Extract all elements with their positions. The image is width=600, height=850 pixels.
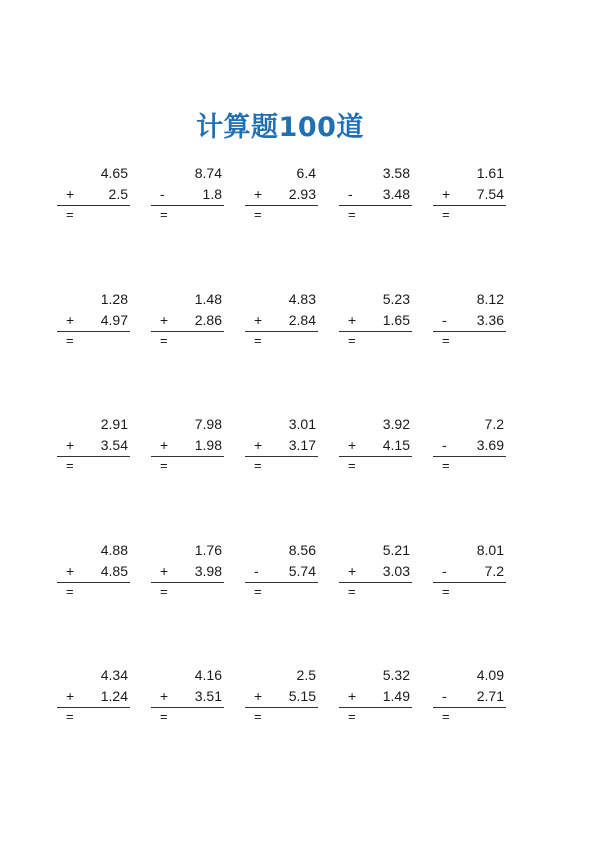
first-operand: 4.65 [100, 165, 128, 181]
operator: - [442, 563, 447, 579]
second-operand: 3.69 [476, 437, 504, 453]
operand-row [57, 686, 130, 708]
operand-row [151, 310, 224, 332]
equals-sign: = [254, 584, 262, 599]
second-operand: 2.86 [194, 312, 222, 328]
equals-sign: = [160, 333, 168, 348]
second-operand: 3.98 [194, 563, 222, 579]
operand-row [151, 686, 224, 708]
operator: + [66, 688, 75, 704]
equals-sign: = [254, 207, 262, 222]
first-operand: 2.91 [100, 416, 128, 432]
first-operand: 1.28 [100, 291, 128, 307]
arithmetic-problem [151, 163, 224, 223]
equals-sign: = [442, 584, 450, 599]
operator: - [160, 186, 165, 202]
operand-row [339, 561, 412, 583]
operand-row [151, 184, 224, 206]
second-operand: 4.85 [100, 563, 128, 579]
operator: - [442, 437, 447, 453]
operator: + [348, 688, 357, 704]
first-operand: 3.01 [288, 416, 316, 432]
first-operand: 8.01 [476, 542, 504, 558]
second-operand: 4.97 [100, 312, 128, 328]
operand-row [433, 561, 506, 583]
second-operand: 3.48 [382, 186, 410, 202]
second-operand: 2.5 [108, 186, 128, 202]
equals-sign: = [66, 709, 74, 724]
equals-sign: = [160, 584, 168, 599]
operand-row [57, 184, 130, 206]
second-operand: 7.2 [484, 563, 504, 579]
arithmetic-problem [433, 414, 506, 474]
equals-sign: = [254, 458, 262, 473]
equals-sign: = [160, 458, 168, 473]
second-operand: 3.36 [476, 312, 504, 328]
arithmetic-problem [57, 163, 130, 223]
second-operand: 3.54 [100, 437, 128, 453]
equals-sign: = [160, 207, 168, 222]
first-operand: 5.32 [382, 667, 410, 683]
equals-sign: = [442, 333, 450, 348]
operator: + [160, 437, 169, 453]
operand-row [433, 435, 506, 457]
operand-row [433, 310, 506, 332]
arithmetic-problem [339, 540, 412, 600]
equals-sign: = [66, 207, 74, 222]
operand-row [57, 310, 130, 332]
arithmetic-problem [57, 665, 130, 725]
first-operand: 4.88 [100, 542, 128, 558]
first-operand: 8.56 [288, 542, 316, 558]
operator: + [442, 186, 451, 202]
second-operand: 5.74 [288, 563, 316, 579]
arithmetic-problem [245, 665, 318, 725]
operator: - [442, 688, 447, 704]
arithmetic-problem [57, 540, 130, 600]
arithmetic-problem [245, 414, 318, 474]
operand-row [57, 435, 130, 457]
operator: - [442, 312, 447, 328]
arithmetic-problem [433, 540, 506, 600]
operator: + [66, 563, 75, 579]
operand-row [339, 184, 412, 206]
first-operand: 4.34 [100, 667, 128, 683]
operand-row [339, 310, 412, 332]
first-operand: 4.83 [288, 291, 316, 307]
equals-sign: = [160, 709, 168, 724]
first-operand: 8.74 [194, 165, 222, 181]
operator: + [66, 312, 75, 328]
operator: + [348, 563, 357, 579]
first-operand: 3.92 [382, 416, 410, 432]
operator: + [348, 312, 357, 328]
arithmetic-problem [433, 163, 506, 223]
second-operand: 1.8 [202, 186, 222, 202]
operand-row [245, 435, 318, 457]
first-operand: 6.4 [296, 165, 316, 181]
arithmetic-problem [151, 289, 224, 349]
first-operand: 1.48 [194, 291, 222, 307]
first-operand: 7.2 [484, 416, 504, 432]
equals-sign: = [348, 207, 356, 222]
operand-row [433, 686, 506, 708]
operand-row [151, 435, 224, 457]
first-operand: 5.21 [382, 542, 410, 558]
first-operand: 5.23 [382, 291, 410, 307]
operator: + [160, 312, 169, 328]
operand-row [151, 561, 224, 583]
operator: + [348, 437, 357, 453]
equals-sign: = [348, 709, 356, 724]
arithmetic-problem [57, 414, 130, 474]
second-operand: 1.98 [194, 437, 222, 453]
first-operand: 1.76 [194, 542, 222, 558]
second-operand: 2.71 [476, 688, 504, 704]
arithmetic-problem [339, 414, 412, 474]
operand-row [245, 561, 318, 583]
first-operand: 4.09 [476, 667, 504, 683]
second-operand: 3.17 [288, 437, 316, 453]
arithmetic-problem [151, 665, 224, 725]
arithmetic-problem [151, 540, 224, 600]
first-operand: 8.12 [476, 291, 504, 307]
equals-sign: = [442, 458, 450, 473]
first-operand: 3.58 [382, 165, 410, 181]
equals-sign: = [254, 333, 262, 348]
second-operand: 3.51 [194, 688, 222, 704]
arithmetic-problem [245, 163, 318, 223]
operator: + [254, 688, 263, 704]
second-operand: 4.15 [382, 437, 410, 453]
equals-sign: = [348, 458, 356, 473]
operator: - [254, 563, 259, 579]
first-operand: 7.98 [194, 416, 222, 432]
arithmetic-problem [151, 414, 224, 474]
operator: + [254, 437, 263, 453]
first-operand: 1.61 [476, 165, 504, 181]
operand-row [57, 561, 130, 583]
arithmetic-problem [339, 665, 412, 725]
second-operand: 1.49 [382, 688, 410, 704]
arithmetic-problem [245, 289, 318, 349]
equals-sign: = [442, 709, 450, 724]
operator: + [160, 563, 169, 579]
equals-sign: = [442, 207, 450, 222]
arithmetic-problem [433, 289, 506, 349]
operator: + [160, 688, 169, 704]
operand-row [339, 686, 412, 708]
equals-sign: = [254, 709, 262, 724]
operator: + [66, 437, 75, 453]
operator: + [254, 312, 263, 328]
equals-sign: = [66, 333, 74, 348]
arithmetic-problem [245, 540, 318, 600]
equals-sign: = [66, 458, 74, 473]
second-operand: 1.24 [100, 688, 128, 704]
second-operand: 7.54 [476, 186, 504, 202]
equals-sign: = [348, 584, 356, 599]
second-operand: 5.15 [288, 688, 316, 704]
second-operand: 2.93 [288, 186, 316, 202]
arithmetic-problem [57, 289, 130, 349]
second-operand: 1.65 [382, 312, 410, 328]
operator: + [66, 186, 75, 202]
operator: - [348, 186, 353, 202]
operand-row [245, 184, 318, 206]
second-operand: 2.84 [288, 312, 316, 328]
operand-row [339, 435, 412, 457]
operator: + [254, 186, 263, 202]
equals-sign: = [66, 584, 74, 599]
operand-row [245, 686, 318, 708]
arithmetic-problem [339, 289, 412, 349]
arithmetic-problem [433, 665, 506, 725]
first-operand: 4.16 [194, 667, 222, 683]
equals-sign: = [348, 333, 356, 348]
second-operand: 3.03 [382, 563, 410, 579]
first-operand: 2.5 [296, 667, 316, 683]
operand-row [245, 310, 318, 332]
arithmetic-problem [339, 163, 412, 223]
page-title: 计算题100道 [196, 112, 364, 143]
operand-row [433, 184, 506, 206]
